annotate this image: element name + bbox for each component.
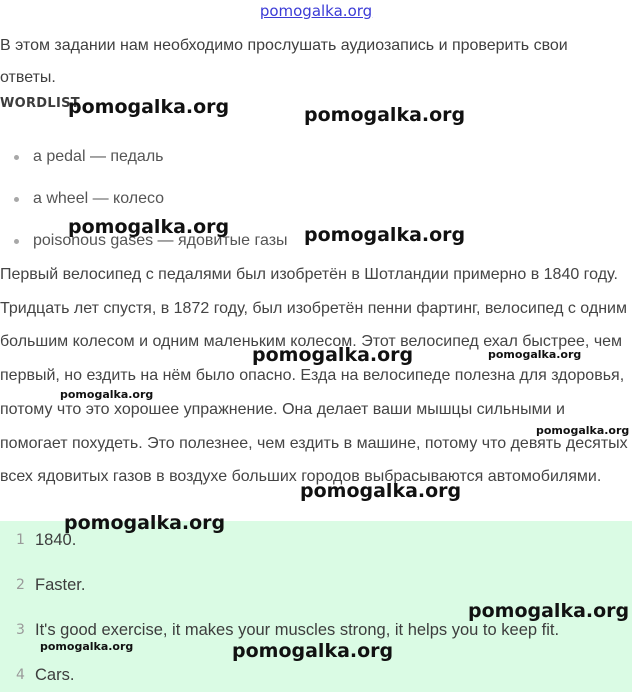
wordlist-item [14,143,288,185]
watermark: pomogalka.org [304,104,466,126]
watermark: pomogalka.org [60,388,154,401]
answer-row [0,571,85,599]
answer-number: 1 [16,532,25,548]
watermark: pomogalka.org [232,640,394,662]
wordlist-item-text: a wheel — колесо [33,190,165,207]
bullet-icon [14,197,19,202]
watermark: pomogalka.org [300,480,462,502]
intro-text: В этом задании нам необходимо прослушать аудиозапись и проверить свои ответы. [0,37,568,86]
watermark: pomogalka.org [304,224,466,246]
watermark: pomogalka.org [64,512,226,534]
bullet-icon [14,155,19,160]
wordlist-heading: WORDLIST [0,96,80,111]
answer-number: 4 [16,667,25,683]
watermark: pomogalka.org [536,424,630,437]
answer-text: It's good exercise, it makes your muscles strong, it helps you to keep fit. [35,620,560,639]
wordlist-item-text: a pedal — педаль [33,148,164,165]
watermark: pomogalka.org [40,640,134,653]
bullet-icon [14,239,19,244]
answer-number: 2 [16,577,25,593]
answer-text: 1840. [35,530,77,549]
wordlist [14,143,288,269]
wordlist-item-text: poisonous gases — ядовитые газы [33,232,288,249]
watermark: pomogalka.org [468,600,630,622]
answer-text: Cars. [35,665,75,684]
answer-row [0,661,74,689]
watermark: pomogalka.org [252,344,414,366]
answer-text: Faster. [35,575,86,594]
translation-paragraph: Первый велосипед с педалями был изобретён в Шотландии примерно в 1840 году. Тридцать лет спустя, в 1872 году, был изобретён пенни фартинг, велосипед с одним большим колесом и одним маленьким колесом. Этот велосипед ехал быстрее, чем первый, но ездить на нём было опасно. Езда на велосипеде полезна для здоровья, потому что это хорошее упражнение. Она делает ваши мышцы сильными и помогает похудеть. Это полезнее, чем ездить в машине, потому что девять десятых всех ядовитых газов в воздухе больших городов выбрасываются автомобилями. [0,266,628,486]
watermark: pomogalka.org [68,216,230,238]
watermark: pomogalka.org [488,348,582,361]
answer-number: 3 [16,622,25,638]
site-watermark-link[interactable]: pomogalka.org [259,2,373,20]
watermark: pomogalka.org [68,96,230,118]
